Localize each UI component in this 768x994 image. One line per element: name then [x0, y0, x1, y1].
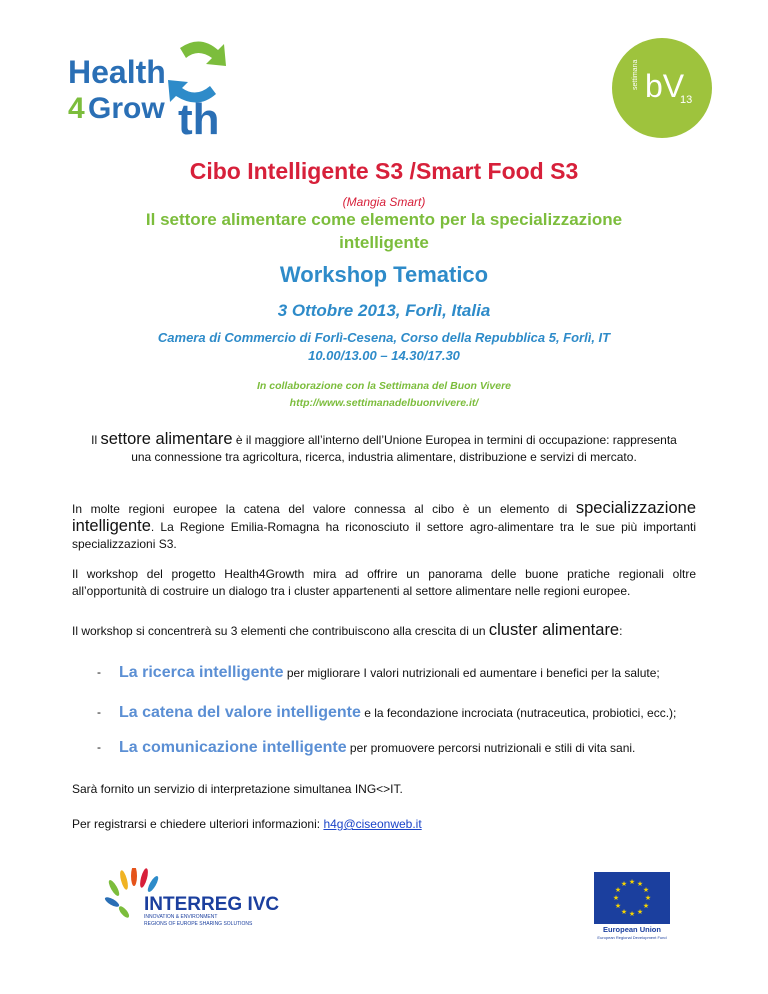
logo-year-text: 13	[680, 94, 693, 106]
workshop-heading: Workshop Tematico	[279, 262, 489, 287]
intro-paragraph: Il settore alimentare è il maggiore all’interno dell’Unione Europea in termini di occupazione: rappresenta una connessione tra agricoltura, ricerca, industria alimentare, distribuzione e servizi di mercato.	[91, 430, 677, 464]
svg-text:★: ★	[620, 880, 628, 888]
svg-text:★: ★	[628, 878, 636, 886]
svg-text:★: ★	[614, 902, 622, 910]
interpretation-note: Sarà fornito un servizio di interpretazione simultanea ING<>IT.	[72, 782, 403, 796]
svg-text:4: 4	[68, 92, 85, 125]
list-item: - La catena del valore intelligente e la fecondazione incrociata (nutraceutica, probiotici, ecc.);	[97, 704, 677, 721]
svg-text:★: ★	[644, 894, 652, 902]
collaboration-note	[0, 378, 768, 412]
paragraph-workshop-aim: Il workshop del progetto Health4Growth mira ad offrire un panorama delle buone pratiche regionali oltre all’opportunità di costruire un dialogo tra i cluster appartenenti al settore alimentare nelle regioni europee.	[72, 567, 696, 598]
svg-text:★: ★	[628, 910, 636, 918]
eu-title: European Union	[603, 925, 661, 934]
european-union-logo	[594, 872, 670, 944]
subtitle	[0, 208, 768, 254]
svg-text:INTERREG IVC: INTERREG IVC	[144, 894, 280, 915]
interreg-logo	[104, 868, 290, 932]
svg-text:★: ★	[636, 908, 644, 916]
list-item-heading: La comunicazione intelligente	[119, 739, 347, 756]
collaboration-text: In collaborazione con la Settimana del Buon Vivere	[256, 380, 511, 392]
svg-text:★: ★	[614, 886, 622, 894]
logo-settimana-text: settimana	[632, 59, 639, 90]
svg-text:REGIONS OF EUROPE SHARING SOLU: REGIONS OF EUROPE SHARING SOLUTIONS	[144, 921, 253, 927]
para3-highlight: cluster alimentare	[488, 621, 620, 639]
subtitle-line-2: intelligente	[339, 233, 429, 252]
svg-text:★: ★	[642, 902, 650, 910]
buon-vivere-logo	[612, 38, 712, 138]
svg-text:Health: Health	[68, 54, 166, 90]
svg-text:★: ★	[612, 894, 620, 902]
event-venue	[0, 329, 768, 365]
logo-bv-text: bV	[645, 68, 685, 104]
list-item-heading: La ricerca intelligente	[119, 664, 284, 681]
svg-text:★: ★	[620, 908, 628, 916]
list-item: - La comunicazione intelligente per promuovere percorsi nutrizionali e stili di vita sani.	[97, 739, 636, 756]
para1-highlight: specializzazione intelligente	[72, 499, 696, 535]
registration-line: Per registrarsi e chiedere ulteriori informazioni: h4g@ciseonweb.it	[72, 817, 422, 831]
email-link[interactable]: h4g@ciseonweb.it	[323, 817, 422, 831]
subtitle-parenthetical: (Mangia Smart)	[342, 195, 426, 209]
svg-text:★: ★	[636, 880, 644, 888]
page-title: Cibo Intelligente S3 /Smart Food S3	[189, 158, 579, 184]
venue-hours: 10.00/13.00 – 14.30/17.30	[308, 348, 460, 363]
paragraph-elements-intro: Il workshop si concentrerà su 3 elementi che contribuiscono alla crescita di un cluster alimentare:	[72, 621, 623, 639]
collaboration-url[interactable]: http://www.settimanadelbuonvivere.it/	[289, 397, 479, 409]
svg-text:INNOVATION & ENVIRONMENT: INNOVATION & ENVIRONMENT	[144, 914, 218, 920]
svg-text:th: th	[178, 95, 220, 138]
intro-highlight: settore alimentare	[100, 430, 233, 448]
list-item-heading: La catena del valore intelligente	[119, 704, 361, 721]
svg-text:Grow: Grow	[88, 92, 165, 125]
subtitle-line-1: Il settore alimentare come elemento per la specializzazione	[145, 210, 623, 229]
eu-flag-icon	[594, 872, 670, 924]
eu-subtitle: European Regional Development Fund	[597, 935, 667, 940]
venue-address: Camera di Commercio di Forlì-Cesena, Corso della Repubblica 5, Forlì, IT	[157, 330, 611, 345]
paragraph-specialization: In molte regioni europee la catena del valore connessa al cibo è un elemento di specializzazione intelligente. La Regione Emilia-Romagna ha riconosciuto il settore agro-alimentare tra le sue più importanti specializzazioni S3.	[72, 499, 696, 551]
list-item: - La ricerca intelligente per migliorare I valori nutrizionali ed aumentare i benefici per la salute;	[97, 664, 660, 681]
event-date: 3 Ottobre 2013, Forlì, Italia	[277, 301, 491, 320]
health4growth-logo	[68, 38, 243, 138]
svg-text:★: ★	[642, 886, 650, 894]
